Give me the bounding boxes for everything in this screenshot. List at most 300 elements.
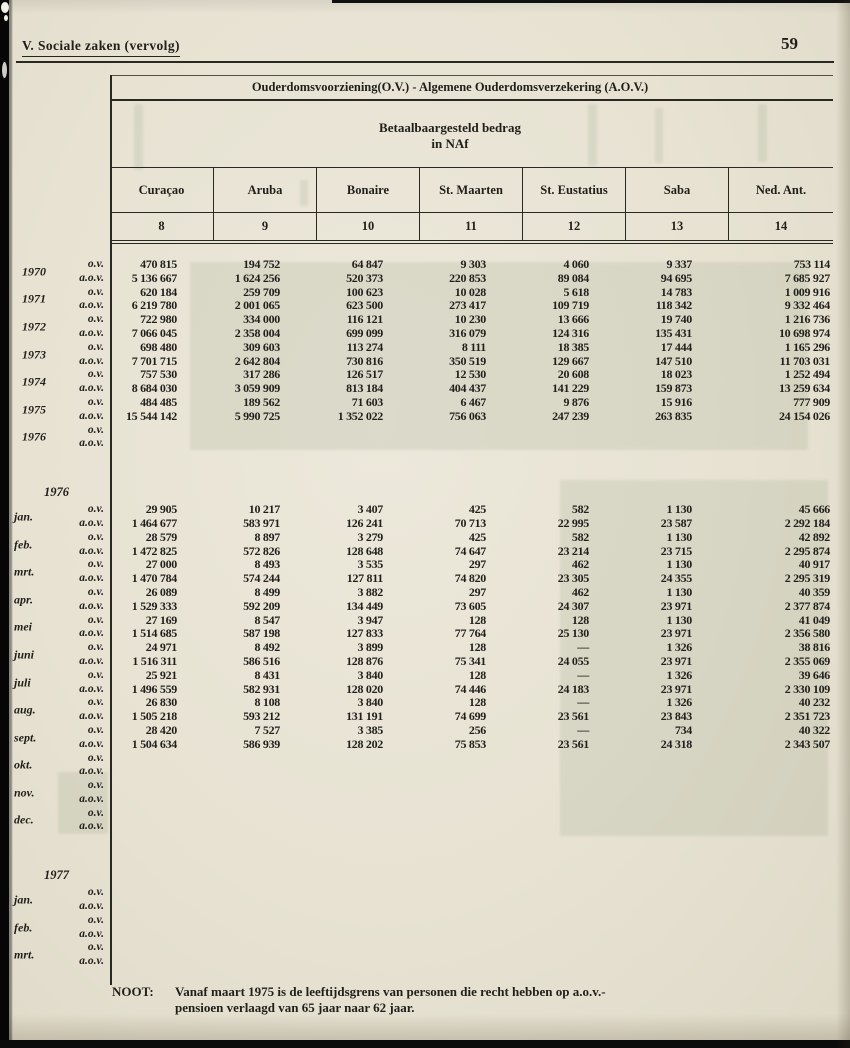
value-cell: 134 449 — [346, 598, 383, 613]
value-cell: 2 351 723 — [784, 709, 830, 724]
value-cell: 9 332 464 — [784, 298, 830, 313]
value-cell — [316, 793, 419, 807]
column-number-4: 11 — [419, 213, 522, 240]
row-type-label: a.o.v. — [79, 792, 104, 805]
row-period-label: mrt. — [14, 947, 35, 962]
value-cell: 7 066 045 — [131, 325, 177, 340]
data-row-aov — [0, 272, 833, 286]
value-cell — [419, 955, 522, 969]
value-cell: — — [577, 640, 589, 655]
column-header-5: St. Eustatius — [522, 168, 625, 212]
value-cell: 12 530 — [454, 367, 486, 382]
value-cell: 141 229 — [552, 381, 589, 396]
value-cell: 2 356 580 — [784, 626, 830, 641]
year-heading-1977: 1977 — [44, 868, 69, 883]
row-period-label: dec. — [14, 812, 34, 827]
value-cell: 15 916 — [660, 394, 692, 409]
value-cell — [419, 928, 522, 942]
value-cell — [110, 752, 213, 766]
value-cell: 1 496 559 — [131, 681, 177, 696]
value-cell: 8 111 — [461, 339, 486, 354]
value-cell: 316 079 — [449, 325, 486, 340]
value-cell: 128 202 — [346, 736, 383, 751]
row-type-label: o.v. — [87, 723, 104, 736]
scan-edge-top — [332, 0, 850, 3]
value-cell — [213, 807, 316, 821]
value-cell: 2 377 874 — [784, 598, 830, 613]
value-cell: 22 995 — [557, 515, 589, 530]
value-cell — [213, 941, 316, 955]
value-cell — [625, 955, 728, 969]
row-type-label: o.v. — [87, 395, 104, 408]
value-cell: 135 431 — [655, 325, 692, 340]
value-cell — [419, 886, 522, 900]
value-cell: 3 840 — [357, 695, 383, 710]
value-cell: 1 130 — [666, 502, 692, 517]
value-cell — [419, 765, 522, 779]
value-cell: 128 — [468, 695, 486, 710]
value-cell: 1 352 022 — [337, 408, 383, 423]
value-cell: 23 561 — [557, 709, 589, 724]
data-row-ov — [0, 424, 833, 438]
row-period-label: apr. — [14, 592, 34, 607]
value-cell — [110, 914, 213, 928]
value-cell: 777 909 — [793, 394, 830, 409]
column-header-7: Ned. Ant. — [728, 168, 833, 212]
value-cell: 128 648 — [346, 543, 383, 558]
value-cell — [110, 886, 213, 900]
value-cell: 147 510 — [655, 353, 692, 368]
value-cell: 756 063 — [449, 408, 486, 423]
chapter-header: V. Sociale zaken (vervolg) — [22, 38, 180, 57]
value-cell: 131 191 — [346, 709, 383, 724]
data-row-aov — [0, 655, 833, 669]
value-cell: 26 089 — [145, 584, 177, 599]
row-type-label: a.o.v. — [79, 654, 104, 667]
row-group-nov — [0, 779, 833, 807]
value-cell — [522, 807, 625, 821]
value-cell: 425 — [468, 502, 486, 517]
data-row-aov — [0, 627, 833, 641]
column-header-2: Aruba — [213, 168, 316, 212]
value-cell: 40 917 — [798, 557, 830, 572]
scan-edge-bottom — [0, 1040, 850, 1048]
row-type-label: o.v. — [87, 668, 104, 681]
value-cell: 24 318 — [660, 736, 692, 751]
value-cell — [522, 765, 625, 779]
value-cell — [110, 900, 213, 914]
value-cell: 24 307 — [557, 598, 589, 613]
value-cell: 18 023 — [660, 367, 692, 382]
row-period-label: 1976 — [22, 429, 46, 444]
value-cell: 27 000 — [145, 557, 177, 572]
footnote-line1: Vanaf maart 1975 is de leeftijdsgrens van personen die recht hebben op a.o.v.- — [175, 984, 606, 999]
footnote-text — [175, 984, 606, 1015]
row-group-mei — [0, 614, 833, 642]
value-cell: 70 713 — [454, 515, 486, 530]
value-cell: 1 516 311 — [132, 653, 177, 668]
value-cell: 484 485 — [140, 394, 177, 409]
value-cell: 582 — [571, 502, 589, 517]
value-cell: 2 330 109 — [784, 681, 830, 696]
row-group-feb — [0, 914, 833, 942]
value-cell: 1 165 296 — [784, 339, 830, 354]
scan-speck — [4, 15, 8, 21]
value-cell — [625, 793, 728, 807]
row-type-label: o.v. — [87, 613, 104, 626]
value-cell — [110, 941, 213, 955]
value-cell: 699 099 — [346, 325, 383, 340]
data-row-ov — [0, 396, 833, 410]
row-period-label: 1975 — [22, 402, 46, 417]
data-row-aov — [0, 793, 833, 807]
row-period-label: feb. — [14, 920, 33, 935]
value-cell: 126 241 — [346, 515, 383, 530]
row-type-label: o.v. — [87, 751, 104, 764]
value-cell — [110, 928, 213, 942]
header-rule — [16, 61, 834, 63]
row-type-label: o.v. — [87, 913, 104, 926]
value-cell — [110, 765, 213, 779]
value-cell: 3 882 — [357, 584, 383, 599]
row-type-label: o.v. — [87, 258, 104, 270]
row-period-label: aug. — [14, 702, 36, 717]
column-header-block — [110, 167, 833, 244]
value-cell: 404 437 — [449, 381, 486, 396]
value-cell: 425 — [468, 529, 486, 544]
value-cell — [316, 941, 419, 955]
value-cell — [316, 886, 419, 900]
value-cell: 6 467 — [460, 394, 486, 409]
row-type-label: a.o.v. — [79, 900, 104, 913]
value-cell: 128 — [468, 667, 486, 682]
value-cell — [625, 752, 728, 766]
row-type-label: o.v. — [87, 368, 104, 381]
value-cell — [522, 914, 625, 928]
value-cell: 77 764 — [454, 626, 486, 641]
value-cell — [728, 886, 833, 900]
row-period-label: 1974 — [22, 374, 46, 389]
value-cell: 71 603 — [351, 394, 383, 409]
row-type-label: o.v. — [87, 285, 104, 298]
double-rule — [110, 240, 833, 244]
value-cell — [728, 941, 833, 955]
table-subtitle — [110, 120, 790, 152]
value-cell: 309 603 — [243, 339, 280, 354]
value-cell — [728, 752, 833, 766]
value-cell: 23 971 — [660, 598, 692, 613]
row-group-mrt — [0, 941, 833, 969]
data-row-aov — [0, 928, 833, 942]
value-cell — [522, 424, 625, 438]
row-type-label: a.o.v. — [79, 682, 104, 695]
data-row-aov — [0, 327, 833, 341]
value-cell — [522, 928, 625, 942]
value-cell: 24 355 — [660, 571, 692, 586]
column-header-3: Bonaire — [316, 168, 419, 212]
year-heading-1976: 1976 — [44, 485, 69, 500]
value-cell: 128 — [571, 612, 589, 627]
value-cell: 23 715 — [660, 543, 692, 558]
value-cell — [213, 955, 316, 969]
value-cell: 698 480 — [140, 339, 177, 354]
value-cell — [316, 914, 419, 928]
value-cell — [110, 437, 213, 451]
value-cell: 1 326 — [666, 667, 692, 682]
value-cell: 2 355 069 — [784, 653, 830, 668]
data-row-aov — [0, 600, 833, 614]
value-cell: 1 464 677 — [131, 515, 177, 530]
row-type-label: a.o.v. — [79, 627, 104, 640]
page-number: 59 — [781, 34, 798, 53]
value-cell: 24 055 — [557, 653, 589, 668]
data-row-aov — [0, 382, 833, 396]
value-cell: 6 219 780 — [131, 298, 177, 313]
data-row-aov — [0, 710, 833, 724]
row-period-label: jan. — [14, 892, 34, 907]
value-cell: 113 274 — [346, 339, 383, 354]
value-cell: 2 292 184 — [784, 515, 830, 530]
value-cell: 462 — [571, 557, 589, 572]
row-type-label: o.v. — [87, 585, 104, 598]
value-cell: 18 385 — [557, 339, 589, 354]
value-cell: 7 701 715 — [131, 353, 177, 368]
value-cell: 3 407 — [357, 502, 383, 517]
value-cell: 126 517 — [346, 367, 383, 382]
data-row-ov — [0, 807, 833, 821]
data-row-ov — [0, 614, 833, 628]
row-period-label: sept. — [14, 730, 37, 745]
value-cell: 1 472 825 — [131, 543, 177, 558]
value-cell: 11 703 031 — [779, 353, 830, 368]
column-header-4: St. Maarten — [419, 168, 522, 212]
row-group-okt — [0, 752, 833, 780]
row-group-jan — [0, 503, 833, 531]
value-cell — [419, 941, 522, 955]
row-group-juli — [0, 669, 833, 697]
value-cell: 572 826 — [243, 543, 280, 558]
value-cell: 74 446 — [454, 681, 486, 696]
row-type-label: a.o.v. — [79, 710, 104, 723]
value-cell: 317 286 — [243, 367, 280, 382]
value-cell: 39 646 — [798, 667, 830, 682]
value-cell: 9 876 — [563, 394, 589, 409]
value-cell: 23 843 — [660, 709, 692, 724]
value-cell: 574 244 — [243, 571, 280, 586]
value-cell — [728, 914, 833, 928]
data-row-ov — [0, 914, 833, 928]
value-cell: 757 530 — [140, 367, 177, 382]
value-cell: 3 535 — [357, 557, 383, 572]
row-group-mrt — [0, 558, 833, 586]
value-cell: 13 259 634 — [778, 381, 830, 396]
value-cell — [625, 765, 728, 779]
row-period-label: 1971 — [22, 291, 46, 306]
value-cell: 10 230 — [454, 312, 486, 327]
value-cell — [316, 807, 419, 821]
data-row-ov — [0, 941, 833, 955]
value-cell: 41 049 — [798, 612, 830, 627]
value-cell — [419, 914, 522, 928]
value-cell: 1 130 — [666, 584, 692, 599]
value-cell — [419, 437, 522, 451]
value-cell: 297 — [468, 584, 486, 599]
value-cell: 334 000 — [243, 312, 280, 327]
row-type-label: a.o.v. — [79, 927, 104, 940]
value-cell: 470 815 — [140, 257, 177, 271]
row-type-label: o.v. — [87, 313, 104, 326]
value-cell: 1 514 685 — [131, 626, 177, 641]
value-cell: 10 698 974 — [778, 325, 830, 340]
column-numbers-row — [110, 213, 833, 240]
row-type-label: a.o.v. — [79, 516, 104, 529]
value-cell — [728, 928, 833, 942]
data-row-ov — [0, 531, 833, 545]
value-cell — [522, 437, 625, 451]
value-cell: 23 305 — [557, 571, 589, 586]
value-cell: 26 830 — [145, 695, 177, 710]
row-type-label: a.o.v. — [79, 737, 104, 750]
data-row-aov — [0, 410, 833, 424]
data-row-ov — [0, 503, 833, 517]
value-cell: 128 020 — [346, 681, 383, 696]
value-cell — [316, 424, 419, 438]
value-cell: 15 544 142 — [125, 408, 177, 423]
column-number-5: 12 — [522, 213, 625, 240]
value-cell: 20 608 — [557, 367, 589, 382]
value-cell — [625, 900, 728, 914]
data-row-aov — [0, 738, 833, 752]
value-cell: 297 — [468, 557, 486, 572]
value-cell — [110, 955, 213, 969]
value-cell: 3 899 — [357, 640, 383, 655]
data-row-aov — [0, 299, 833, 313]
value-cell: 124 316 — [552, 325, 589, 340]
row-group-feb — [0, 531, 833, 559]
value-cell — [625, 941, 728, 955]
row-type-label: o.v. — [87, 641, 104, 654]
value-cell: 620 184 — [140, 284, 177, 299]
value-cell — [316, 779, 419, 793]
row-type-label: o.v. — [87, 886, 104, 899]
data-row-ov — [0, 341, 833, 355]
value-cell: — — [577, 722, 589, 737]
row-group-1975 — [0, 396, 833, 424]
value-cell: 24 971 — [145, 640, 177, 655]
value-cell — [213, 886, 316, 900]
value-cell: 25 921 — [145, 667, 177, 682]
value-cell: 722 980 — [140, 312, 177, 327]
value-cell — [728, 779, 833, 793]
data-row-aov — [0, 545, 833, 559]
value-cell: 753 114 — [793, 257, 830, 271]
value-cell: 159 873 — [655, 381, 692, 396]
row-group-apr — [0, 586, 833, 614]
value-cell: 3 059 909 — [234, 381, 280, 396]
value-cell: 38 816 — [798, 640, 830, 655]
value-cell — [522, 820, 625, 834]
value-cell — [419, 807, 522, 821]
value-cell: 28 579 — [145, 529, 177, 544]
table-top-rule — [110, 75, 833, 76]
row-type-label: a.o.v. — [79, 382, 104, 395]
value-cell — [316, 765, 419, 779]
value-cell: 3 947 — [357, 612, 383, 627]
value-cell: 5 618 — [563, 284, 589, 299]
value-cell: 40 359 — [798, 584, 830, 599]
value-cell: 29 905 — [145, 502, 177, 517]
data-row-aov — [0, 517, 833, 531]
table-body — [0, 258, 833, 969]
data-row-ov — [0, 641, 833, 655]
row-type-label: a.o.v. — [79, 544, 104, 557]
value-cell: 1 529 333 — [131, 598, 177, 613]
value-cell — [728, 820, 833, 834]
value-cell: 582 931 — [243, 681, 280, 696]
row-type-label: a.o.v. — [79, 437, 104, 450]
data-row-aov — [0, 355, 833, 369]
value-cell — [625, 928, 728, 942]
row-group-jan — [0, 886, 833, 914]
section-years — [0, 258, 833, 451]
column-number-7: 14 — [728, 213, 833, 240]
row-type-label: a.o.v. — [79, 765, 104, 778]
value-cell — [316, 928, 419, 942]
value-cell: 129 667 — [552, 353, 589, 368]
column-number-2: 9 — [213, 213, 316, 240]
row-type-label: a.o.v. — [79, 820, 104, 833]
row-type-label: o.v. — [87, 340, 104, 353]
value-cell: 28 420 — [145, 722, 177, 737]
value-cell: 1 470 784 — [131, 571, 177, 586]
value-cell: 462 — [571, 584, 589, 599]
value-cell: 24 154 026 — [778, 408, 830, 423]
value-cell: 2 295 874 — [784, 543, 830, 558]
value-cell — [213, 437, 316, 451]
row-type-label: a.o.v. — [79, 409, 104, 422]
row-type-label: a.o.v. — [79, 326, 104, 339]
value-cell: 1 216 736 — [784, 312, 830, 327]
value-cell — [728, 424, 833, 438]
data-row-ov — [0, 286, 833, 300]
value-cell: 25 130 — [557, 626, 589, 641]
data-row-ov — [0, 313, 833, 327]
value-cell — [728, 793, 833, 807]
data-row-ov — [0, 586, 833, 600]
column-header-6: Saba — [625, 168, 728, 212]
value-cell: 220 853 — [449, 270, 486, 285]
value-cell: 2 358 004 — [234, 325, 280, 340]
value-cell: — — [577, 695, 589, 710]
value-cell: 1 505 218 — [131, 709, 177, 724]
value-cell — [213, 900, 316, 914]
value-cell: 27 169 — [145, 612, 177, 627]
data-row-ov — [0, 779, 833, 793]
data-row-ov — [0, 558, 833, 572]
value-cell: 8 499 — [254, 584, 280, 599]
row-type-label: o.v. — [87, 530, 104, 543]
value-cell: 7 685 927 — [784, 270, 830, 285]
row-period-label: feb. — [14, 537, 33, 552]
value-cell: 128 — [468, 640, 486, 655]
value-cell: 8 547 — [254, 612, 280, 627]
value-cell — [419, 424, 522, 438]
value-cell: 263 835 — [655, 408, 692, 423]
value-cell — [728, 807, 833, 821]
value-cell: 40 322 — [798, 722, 830, 737]
row-type-label: o.v. — [87, 696, 104, 709]
row-type-label: o.v. — [87, 503, 104, 516]
